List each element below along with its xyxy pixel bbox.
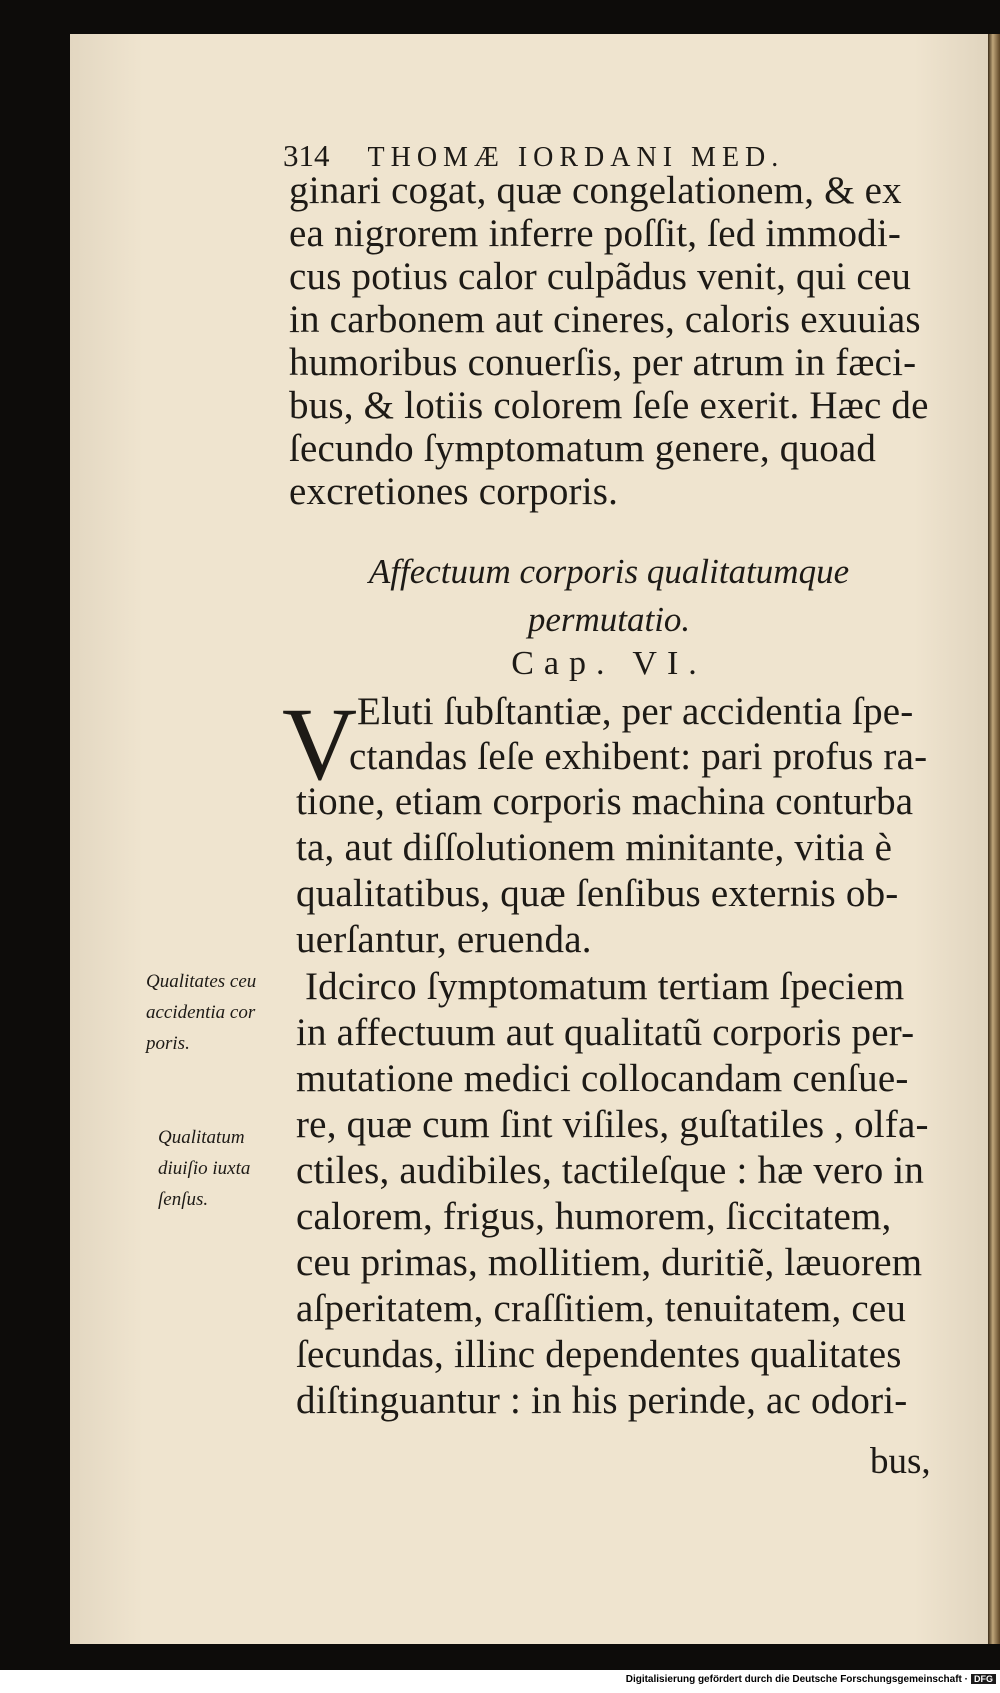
section-title-line: permutatio. [527, 600, 691, 639]
text-line: ceu primas, mollitiem, duritiẽ, læuorem [296, 1241, 923, 1284]
page-number: 314 [283, 138, 330, 173]
digitization-credit [0, 1674, 996, 1685]
margin-note-line: Qualitatum [158, 1127, 245, 1148]
chapter-heading: Cap. VI. [511, 645, 707, 682]
text-line: Eluti ſubſtantiæ, per accidentia ſpe- [357, 690, 914, 733]
text-line: qualitatibus, quæ ſenſibus externis ob- [296, 872, 899, 915]
text-line: aſperitatem, craſſitiem, tenuitatem, ceu [296, 1287, 907, 1330]
text-line: diſtinguantur : in his perinde, ac odori- [296, 1379, 908, 1422]
text-line: bus, & lotiis colorem ſeſe exerit. Hæc de [289, 384, 929, 427]
text-line: uerſantur, eruenda. [296, 918, 592, 961]
text-line: ſecundas, illinc dependentes qualitates [296, 1333, 902, 1376]
text-line: in affectuum aut qualitatũ corporis per- [296, 1011, 915, 1054]
page-edge [988, 34, 1000, 1644]
text-line: ctandas ſeſe exhibent: pari profus ra- [349, 735, 928, 778]
text-line: Idcirco ſymptomatum tertiam ſpeciem [305, 965, 905, 1008]
catchword: bus, [870, 1441, 931, 1482]
text-line: ctiles, audibiles, tactileſque : hæ vero in [296, 1149, 925, 1192]
text-line: ta, aut diſſolutionem minitante, vitia è [296, 826, 893, 869]
running-title: THOMÆ IORDANI MED. [367, 142, 785, 173]
margin-note [146, 966, 286, 1059]
margin-note [158, 1122, 298, 1215]
text-line: cus potius calor culpãdus venit, qui ceu [289, 255, 912, 298]
margin-note-line: Qualitates ceu [146, 971, 257, 992]
text-line: mutatione medici collocandam cenſue- [296, 1057, 909, 1100]
text-line: ea nigrorem inferre poſſit, ſed immodi- [289, 212, 902, 255]
text-line: calorem, frigus, humorem, ſiccitatem, [296, 1195, 892, 1238]
text-line: ginari cogat, quæ congelationem, & ex [289, 169, 902, 212]
margin-note-line: accidentia cor [146, 1002, 256, 1023]
text-line: in carbonem aut cineres, caloris exuuias [289, 298, 921, 341]
margin-note-line: ſenſus. [158, 1189, 209, 1210]
text-line: humoribus conuerſis, per atrum in fæci- [289, 341, 917, 384]
margin-note-line: diuiſio iuxta [158, 1158, 251, 1179]
initial-letter: V [282, 687, 358, 802]
margin-note-line: poris. [146, 1033, 190, 1054]
text-line: ſecundo ſymptomatum genere, quoad [289, 427, 877, 470]
text-line: excretiones corporis. [289, 470, 619, 513]
section-title-line: Affectuum corporis qualitatumque [368, 552, 850, 591]
credit-text: Digitalisierung gefördert durch die Deutsche Forschungsgemeinschaft · [625, 1674, 968, 1685]
text-line: re, quæ cum ſint viſiles, guſtatiles , olfa- [296, 1103, 929, 1146]
dfg-logo: DFG [971, 1674, 996, 1684]
text-line: tione, etiam corporis machina conturba [296, 780, 914, 823]
